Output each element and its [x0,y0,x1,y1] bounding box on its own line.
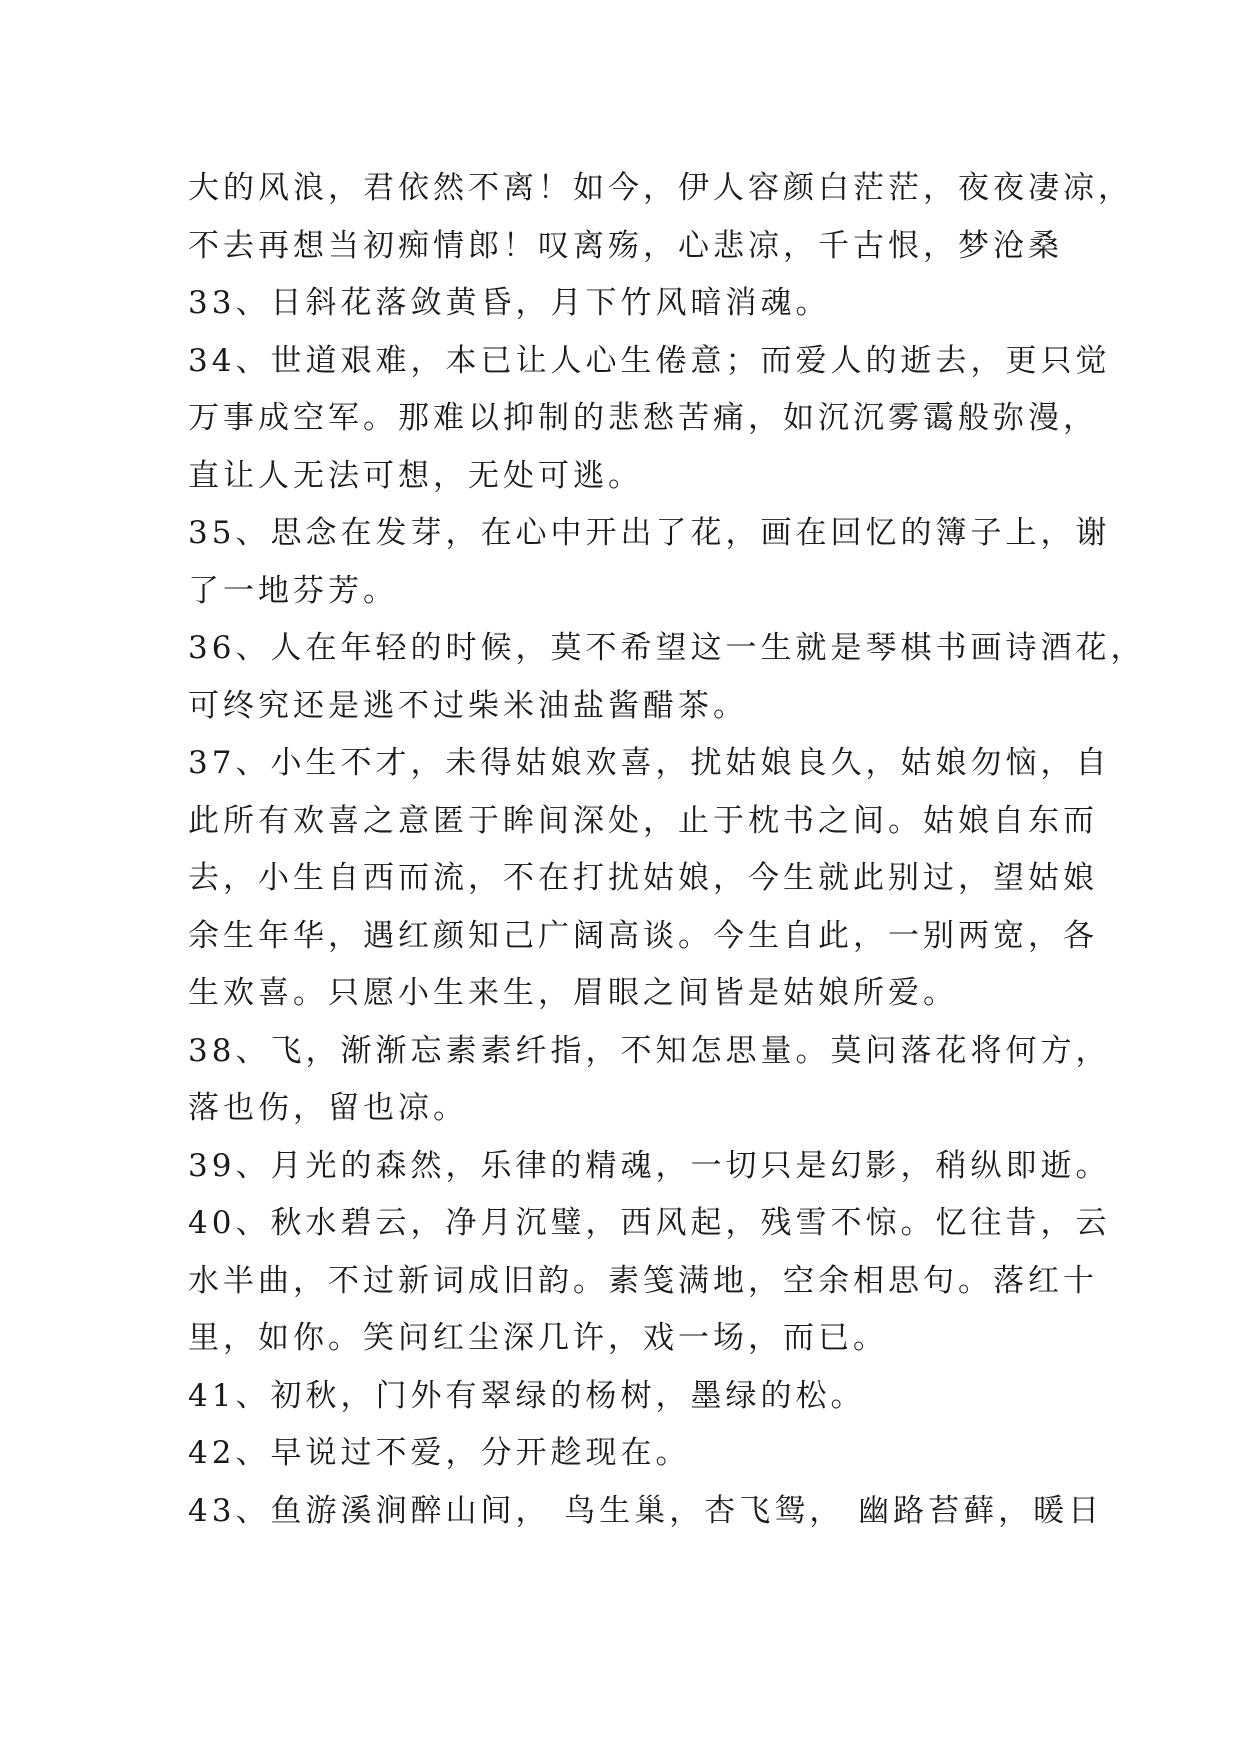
text-line: 余生年华，遇红颜知己广阔高谈。今生自此，一别两宽，各 [188,917,1098,954]
text-line: 了一地芬芳。 [188,572,398,609]
text-line: 去，小生自西而流，不在打扰姑娘，今生就此别过，望姑娘 [188,860,1098,896]
text-line: 直让人无法可想，无处可逃。 [188,457,643,494]
text-line: 41、初秋，门外有翠绿的杨树，墨绿的松。 [188,1377,866,1414]
text-line: 生欢喜。只愿小生来生，眉眼之间皆是姑娘所爱。 [188,975,958,1011]
text-line: 36、人在年轻的时候，莫不希望这一生就是琴棋书画诗酒花， [188,630,1146,666]
text-line: 35、思念在发芽，在心中开出了花，画在回忆的簿子上，谢 [188,515,1111,551]
text-line: 42、早说过不爱，分开趁现在。 [188,1435,691,1471]
text-line: 水半曲，不过新词成旧韵。素笺满地，空余相思句。落红十 [188,1262,1098,1299]
text-line: 可终究还是逃不过柴米油盐酱醋茶。 [188,687,748,724]
text-line: 34、世道艰难，本已让人心生倦意；而爱人的逝去，更只觉 [188,342,1111,379]
document-body [188,160,1146,1540]
text-line: 不去再想当初痴情郎！叹离殇，心悲凉，千古恨，梦沧桑 [188,227,1063,264]
text-line: 此所有欢喜之意匿于眸间深处，止于枕书之间。姑娘自东而 [188,802,1098,839]
text-line: 里，如你。笑问红尘深几许，戏一场，而已。 [188,1320,888,1356]
text-line: 40、秋水碧云，净月沉璧，西风起，残雪不惊。忆往昔，云 [188,1205,1111,1241]
text-line: 落也伤，留也凉。 [188,1090,468,1126]
text-line: 38、飞，渐渐忘素素纤指，不知怎思量。莫问落花将何方， [188,1032,1111,1069]
text-line: 大的风浪，君依然不离！如今，伊人容颜白茫茫，夜夜凄凉， [188,170,1133,206]
text-line: 33、日斜花落敛黄昏，月下竹风暗消魂。 [188,285,831,321]
text-line: 39、月光的森然，乐律的精魂，一切只是幻影，稍纵即逝。 [188,1147,1111,1184]
text-line: 37、小生不才，未得姑娘欢喜，扰姑娘良久，姑娘勿恼，自 [188,745,1111,781]
text-line: 万事成空军。那难以抑制的悲愁苦痛，如沉沉雾霭般弥漫， [188,400,1098,436]
text-line: 43、鱼游溪涧醉山间， 鸟生巢，杏飞鸳， 幽路苔藓，暖日 [188,1492,1104,1529]
